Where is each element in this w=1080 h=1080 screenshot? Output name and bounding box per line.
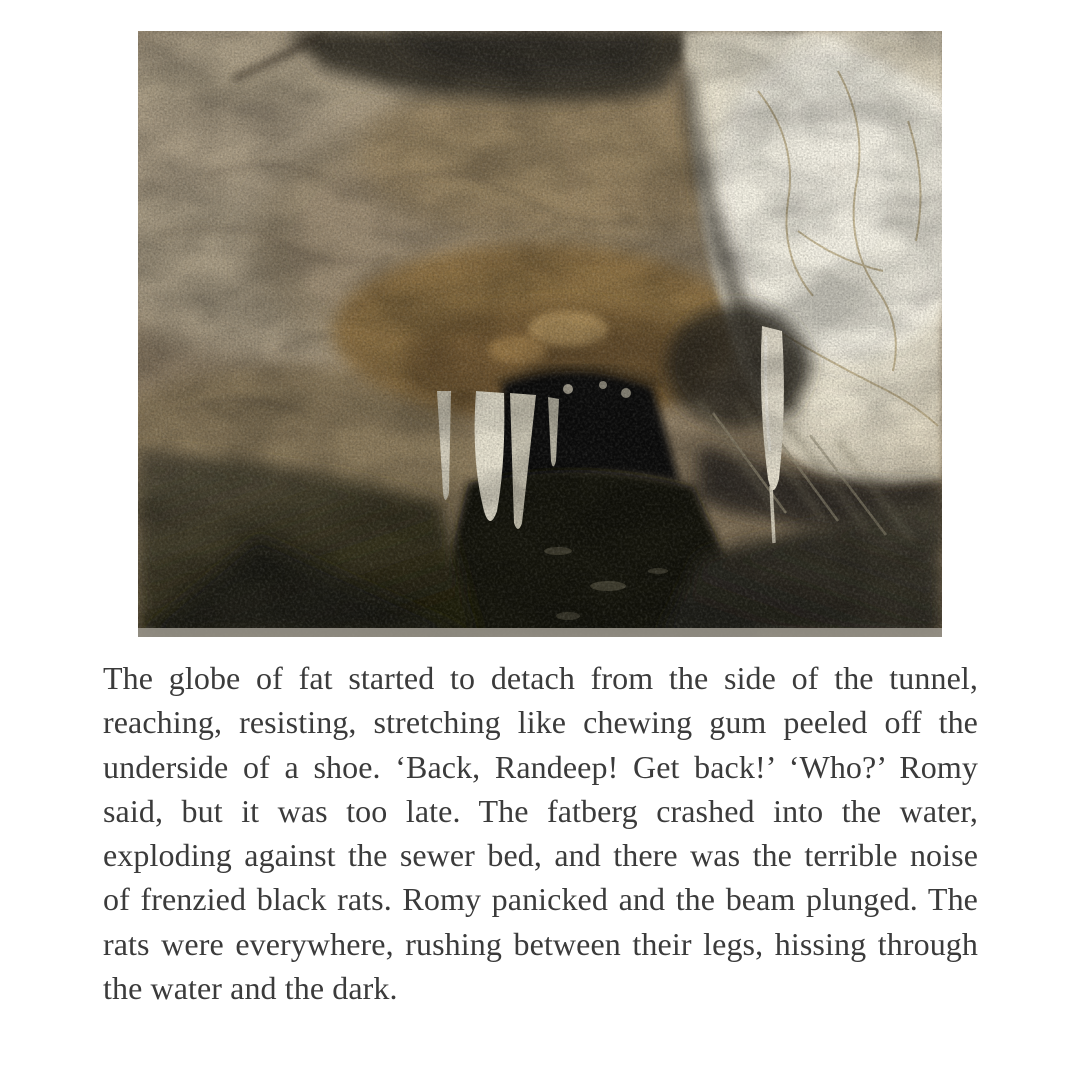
story-line-3: underside of a shoe. ‘Back, Randeep! Get back!’ ‘Who?’ Romy bbox=[103, 748, 978, 785]
story-line-6: of frenzied black rats. Romy panicked and the beam plunged. The bbox=[103, 881, 978, 918]
sewer-tunnel-photo bbox=[138, 31, 942, 637]
story-line-4: said, but it was too late. The fatberg crashed into the water, bbox=[103, 792, 978, 829]
story-line-1: The globe of fat started to detach from the side of the tunnel, bbox=[103, 660, 978, 696]
story-line-7: rats were everywhere, rushing between their legs, hissing through bbox=[103, 925, 978, 962]
story-line-2: reaching, resisting, stretching like chewing gum peeled off the bbox=[103, 704, 978, 741]
story-line-5: exploding against the sewer bed, and there was the terrible noise bbox=[103, 837, 978, 874]
sewer-tunnel-illustration bbox=[138, 31, 942, 637]
story-line-8: the water and the dark. bbox=[103, 970, 398, 1007]
photo-texture bbox=[138, 31, 942, 637]
story-paragraph bbox=[103, 656, 978, 1010]
